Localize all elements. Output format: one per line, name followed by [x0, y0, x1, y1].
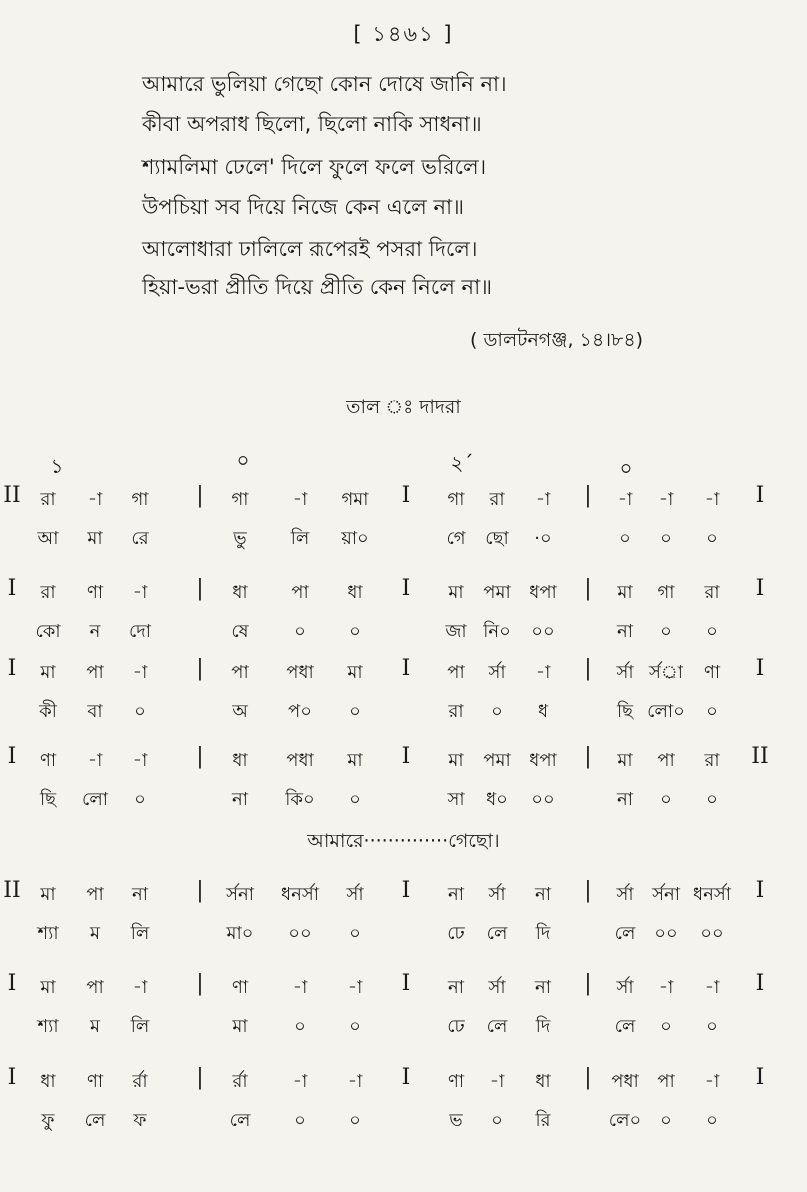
- bar-separator: I: [7, 656, 17, 681]
- note-cell: পধা: [286, 662, 314, 683]
- note-cell: গা: [657, 582, 675, 603]
- lyric-line: আলোধারা ঢালিলে রূপেরই পসরা দিলে।: [142, 237, 478, 261]
- note-cell: ণা: [447, 1071, 465, 1092]
- note-cell: র্সা: [488, 884, 506, 905]
- syllable-cell: প০: [288, 701, 312, 722]
- note-cell: ণা: [703, 662, 721, 683]
- note-cell: মা: [40, 884, 56, 905]
- bar-separator: II: [3, 483, 21, 508]
- note-cell: ণা: [86, 582, 104, 603]
- note-cell: -া: [292, 977, 308, 998]
- syllable-cell: শ্যা: [37, 1016, 59, 1037]
- bar-separator: I: [755, 483, 765, 508]
- note-cell: -া: [658, 977, 674, 998]
- note-cell: -া: [87, 750, 103, 771]
- syllable-cell: দো: [129, 621, 151, 642]
- syllable-cell: ০: [660, 1016, 672, 1037]
- note-cell: পা: [231, 662, 249, 683]
- syllable-cell: না: [617, 621, 633, 642]
- note-cell: রা: [489, 489, 505, 510]
- bar-separator: I: [755, 656, 765, 681]
- syllable-cell: ম: [90, 923, 100, 944]
- bar-separator: |: [196, 878, 204, 903]
- syllable-cell: ০: [660, 528, 672, 549]
- note-cell: মা: [40, 662, 56, 683]
- syllable-cell: অ: [232, 701, 248, 722]
- note-cell: -া: [489, 1071, 505, 1092]
- bar-separator: |: [196, 971, 204, 996]
- note-cell: পা: [657, 1071, 675, 1092]
- syllable-cell: ০: [294, 621, 306, 642]
- note-cell: -া: [617, 489, 633, 510]
- syllable-cell: ০০: [531, 621, 555, 642]
- bar-separator: |: [196, 576, 204, 601]
- bar-separator: II: [751, 744, 769, 769]
- syllable-cell: সা: [447, 789, 465, 810]
- syllable-cell: ন: [89, 621, 101, 642]
- syllable-cell: মা০: [226, 923, 254, 944]
- bar-separator: |: [584, 744, 592, 769]
- note-cell: মা: [347, 750, 363, 771]
- lyric-line: শ্যামলিমা ঢেলে' দিলে ফুলে ফলে ভরিলে।: [142, 155, 487, 179]
- bar-separator: I: [401, 1065, 411, 1090]
- syllable-cell: লে: [614, 1016, 636, 1037]
- syllable-cell: লো: [82, 789, 108, 810]
- note-cell: -া: [658, 489, 674, 510]
- syllable-cell: ধ০: [486, 789, 508, 810]
- note-cell: পা: [86, 884, 104, 905]
- bar-separator: I: [401, 656, 411, 681]
- beat-marker: ০: [619, 456, 633, 480]
- bar-separator: I: [755, 576, 765, 601]
- syllable-cell: দি: [535, 923, 551, 944]
- bar-separator: |: [584, 1065, 592, 1090]
- syllable-cell: রি: [535, 1110, 551, 1131]
- syllable-cell: ফু: [41, 1110, 55, 1131]
- syllable-cell: ০: [349, 1110, 361, 1131]
- tala-heading: তাল ঃ দাদরা: [346, 396, 461, 418]
- note-cell: ধা: [535, 1071, 551, 1092]
- syllable-cell: ০: [660, 621, 672, 642]
- syllable-cell: ছি: [616, 701, 634, 722]
- note-cell: ণা: [86, 1071, 104, 1092]
- note-cell: ধনর্সা: [281, 884, 319, 905]
- note-cell: না: [448, 884, 464, 905]
- note-cell: ধপা: [529, 582, 557, 603]
- note-cell: -া: [132, 977, 148, 998]
- note-cell: মা: [448, 750, 464, 771]
- syllable-cell: গে: [446, 528, 466, 549]
- note-cell: র্সনা: [652, 884, 680, 905]
- bar-separator: |: [584, 483, 592, 508]
- bar-separator: I: [401, 483, 411, 508]
- syllable-cell: ০০: [288, 923, 312, 944]
- note-cell: পমা: [483, 582, 511, 603]
- bar-separator: I: [755, 971, 765, 996]
- syllable-cell: লি: [290, 528, 310, 549]
- lyric-line: কীবা অপরাধ ছিলো, ছিলো নাকি সাধনা॥: [142, 112, 482, 136]
- note-cell: ধা: [40, 1071, 56, 1092]
- beat-marker: ০: [236, 448, 250, 472]
- bar-separator: I: [7, 744, 17, 769]
- bar-separator: |: [196, 1065, 204, 1090]
- beat-marker: ২´: [450, 451, 474, 475]
- syllable-cell: লি: [130, 923, 150, 944]
- syllable-cell: ০: [706, 528, 718, 549]
- note-cell: -া: [132, 662, 148, 683]
- syllable-cell: রা: [448, 701, 464, 722]
- syllable-cell: ০: [491, 701, 503, 722]
- syllable-cell: নি০: [483, 621, 511, 642]
- syllable-cell: ০: [349, 701, 361, 722]
- syllable-cell: ০০: [654, 923, 678, 944]
- note-cell: মা: [617, 750, 633, 771]
- bar-separator: |: [584, 878, 592, 903]
- bar-separator: I: [7, 1065, 17, 1090]
- syllable-cell: দি: [535, 1016, 551, 1037]
- note-cell: -া: [535, 662, 551, 683]
- syllable-cell: ০: [619, 528, 631, 549]
- lyric-line: আমারে ভুলিয়া গেছো কোন দোষে জানি না।: [142, 72, 507, 96]
- note-cell: র্সা: [616, 977, 634, 998]
- note-cell: মা: [40, 977, 56, 998]
- syllable-cell: ০: [349, 923, 361, 944]
- syllable-cell: লে: [229, 1110, 251, 1131]
- syllable-cell: লে০: [608, 1110, 642, 1131]
- syllable-cell: ছো: [485, 528, 509, 549]
- syllable-cell: ছি: [39, 789, 57, 810]
- note-cell: ণা: [39, 750, 57, 771]
- note-cell: পা: [657, 750, 675, 771]
- note-cell: পধা: [286, 750, 314, 771]
- bar-separator: I: [755, 878, 765, 903]
- note-cell: র্সা: [616, 662, 634, 683]
- syllable-cell: লে: [486, 923, 508, 944]
- syllable-cell: ০০: [700, 923, 724, 944]
- note-cell: র্সর্া: [649, 662, 683, 683]
- syllable-cell: ষে: [231, 621, 249, 642]
- note-cell: র্সা: [616, 884, 634, 905]
- lyric-line: হিয়া-ভরা প্রীতি দিয়ে প্রীতি কেন নিলে না॥: [142, 275, 493, 299]
- note-cell: ধা: [347, 582, 363, 603]
- note-cell: র্রা: [132, 1071, 148, 1092]
- bar-separator: |: [196, 656, 204, 681]
- note-cell: পা: [291, 582, 309, 603]
- note-cell: না: [535, 977, 551, 998]
- syllable-cell: ·০: [534, 528, 552, 549]
- lyric-line: উপচিয়া সব দিয়ে নিজে কেন এলে না॥: [142, 195, 464, 219]
- bar-separator: |: [584, 971, 592, 996]
- bar-separator: II: [3, 878, 21, 903]
- bar-separator: I: [401, 971, 411, 996]
- beat-marker: ১: [50, 454, 64, 478]
- bar-separator: |: [584, 656, 592, 681]
- note-cell: -া: [704, 977, 720, 998]
- bar-separator: I: [401, 878, 411, 903]
- bar-separator: I: [401, 576, 411, 601]
- note-cell: পা: [86, 662, 104, 683]
- bar-separator: |: [584, 576, 592, 601]
- note-cell: পা: [86, 977, 104, 998]
- note-cell: -া: [347, 1071, 363, 1092]
- syllable-cell: শ্যা: [37, 923, 59, 944]
- refrain-label: আমারে··············গেছো।: [307, 830, 500, 852]
- syllable-cell: না: [232, 789, 248, 810]
- syllable-cell: ০: [706, 701, 718, 722]
- note-cell: রা: [40, 582, 56, 603]
- note-cell: -া: [535, 489, 551, 510]
- syllable-cell: ০: [706, 1016, 718, 1037]
- bar-separator: I: [401, 744, 411, 769]
- syllable-cell: য়া০: [341, 528, 369, 549]
- note-cell: র্সা: [488, 662, 506, 683]
- bar-separator: |: [196, 744, 204, 769]
- syllable-cell: লে: [486, 1016, 508, 1037]
- note-cell: মা: [347, 662, 363, 683]
- bar-separator: I: [7, 971, 17, 996]
- syllable-cell: ০: [349, 621, 361, 642]
- note-cell: রা: [40, 489, 56, 510]
- note-cell: র্সা: [488, 977, 506, 998]
- note-cell: র্সা: [346, 884, 364, 905]
- syllable-cell: ফ: [133, 1110, 147, 1131]
- syllable-cell: কি০: [285, 789, 315, 810]
- note-cell: ধা: [232, 582, 248, 603]
- syllable-cell: ভ: [449, 1110, 463, 1131]
- note-cell: -া: [292, 1071, 308, 1092]
- syllable-cell: ০: [660, 1110, 672, 1131]
- note-cell: -া: [132, 582, 148, 603]
- note-cell: পমা: [483, 750, 511, 771]
- syllable-cell: ০: [294, 1110, 306, 1131]
- syllable-cell: ০: [349, 789, 361, 810]
- syllable-cell: লি: [130, 1016, 150, 1037]
- note-cell: ধনর্সা: [693, 884, 731, 905]
- syllable-cell: ০: [706, 621, 718, 642]
- syllable-cell: ০: [134, 701, 146, 722]
- syllable-cell: কী: [39, 701, 57, 722]
- note-cell: -া: [704, 1071, 720, 1092]
- note-cell: গা: [447, 489, 465, 510]
- note-cell: -া: [87, 489, 103, 510]
- syllable-cell: আ: [37, 528, 59, 549]
- bar-separator: |: [196, 483, 204, 508]
- syllable-cell: মা: [232, 1016, 248, 1037]
- note-cell: ধা: [232, 750, 248, 771]
- note-cell: রা: [704, 582, 720, 603]
- note-cell: -া: [132, 750, 148, 771]
- note-cell: ধপা: [529, 750, 557, 771]
- syllable-cell: ০: [706, 1110, 718, 1131]
- syllable-cell: ০: [660, 789, 672, 810]
- syllable-cell: ০: [294, 1016, 306, 1037]
- syllable-cell: ম: [90, 1016, 100, 1037]
- note-cell: গমা: [341, 489, 369, 510]
- syllable-cell: রে: [131, 528, 149, 549]
- note-cell: মা: [617, 582, 633, 603]
- syllable-cell: ০: [134, 789, 146, 810]
- note-cell: পধা: [611, 1071, 639, 1092]
- place-date-credit: ( ডালটনগঞ্জ, ১৪।৮৪): [470, 329, 644, 351]
- syllable-cell: ভু: [233, 528, 247, 549]
- note-cell: র্সনা: [226, 884, 254, 905]
- syllable-cell: জা: [445, 621, 467, 642]
- note-cell: পা: [447, 662, 465, 683]
- note-cell: না: [132, 884, 148, 905]
- note-cell: -া: [347, 977, 363, 998]
- syllable-cell: মা: [87, 528, 103, 549]
- syllable-cell: ঢে: [447, 923, 465, 944]
- syllable-cell: না: [617, 789, 633, 810]
- syllable-cell: ০: [706, 789, 718, 810]
- bar-separator: I: [755, 1065, 765, 1090]
- syllable-cell: ধ: [537, 701, 549, 722]
- note-cell: না: [535, 884, 551, 905]
- note-cell: র্রা: [232, 1071, 248, 1092]
- syllable-cell: ০০: [531, 789, 555, 810]
- note-cell: -া: [704, 489, 720, 510]
- note-cell: গা: [131, 489, 149, 510]
- syllable-cell: বা: [87, 701, 103, 722]
- note-cell: মা: [448, 582, 464, 603]
- syllable-cell: ০: [491, 1110, 503, 1131]
- note-cell: না: [448, 977, 464, 998]
- syllable-cell: ০: [349, 1016, 361, 1037]
- note-cell: গা: [231, 489, 249, 510]
- syllable-cell: ঢে: [447, 1016, 465, 1037]
- syllable-cell: লে: [614, 923, 636, 944]
- note-cell: -া: [292, 489, 308, 510]
- syllable-cell: লে: [84, 1110, 106, 1131]
- bar-separator: I: [7, 576, 17, 601]
- syllable-cell: লো০: [647, 701, 685, 722]
- note-cell: ণা: [231, 977, 249, 998]
- note-cell: রা: [704, 750, 720, 771]
- syllable-cell: কো: [35, 621, 61, 642]
- page-number: [ ১৪৬১ ]: [353, 22, 454, 46]
